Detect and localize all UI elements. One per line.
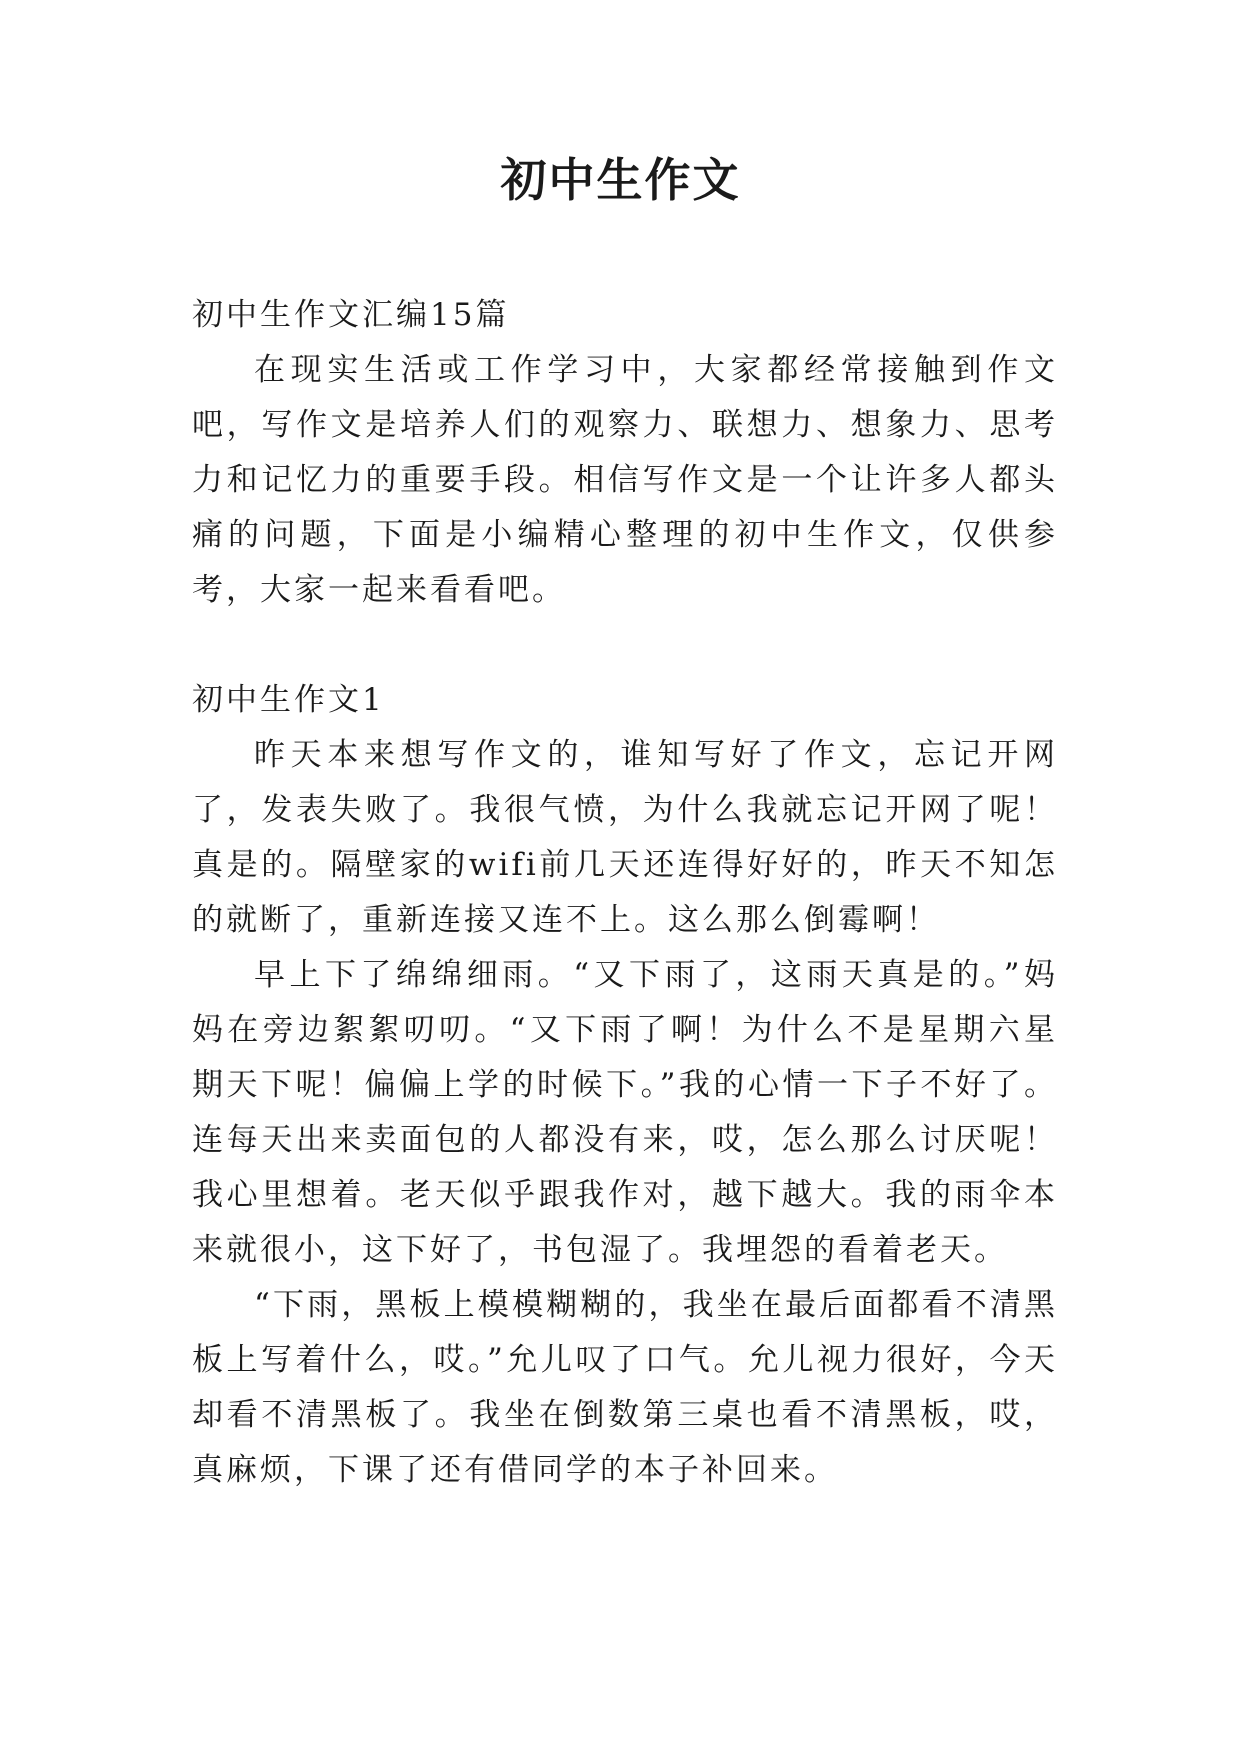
body-paragraph: “下雨，黑板上模模糊糊的，我坐在最后面都看不清黑板上写着什么，哎。”允儿叹了口气。允儿视力很好，今天却看不清黑板了。我坐在倒数第三桌也看不清黑板，哎，真麻烦，下课了还有借同学的本子补回来。	[192, 1287, 1058, 1488]
body-paragraph: 早上下了绵绵细雨。“又下雨了，这雨天真是的。”妈妈在旁边絮絮叨叨。“又下雨了啊！为什么不是星期六星期天下呢！偏偏上学的时候下。”我的心情一下子不好了。连每天出来卖面包的人都没有来，哎，怎么那么讨厌呢！我心里想着。老天似乎跟我作对，越下越大。我的雨伞本来就很小，这下好了，书包湿了。我埋怨的看着老天。	[192, 957, 1058, 1268]
collection-subtitle: 初中生作文汇编15篇	[192, 297, 510, 333]
intro-paragraph: 在现实生活或工作学习中，大家都经常接触到作文吧，写作文是培养人们的观察力、联想力、想象力、思考力和记忆力的重要手段。相信写作文是一个让许多人都头痛的问题，下面是小编精心整理的初中生作文，仅供参考，大家一起来看看吧。	[192, 352, 1058, 608]
document-title: 初中生作文	[500, 153, 741, 207]
body-paragraph: 昨天本来想写作文的，谁知写好了作文，忘记开网了，发表失败了。我很气愤，为什么我就忘记开网了呢！真是的。隔壁家的wifi前几天还连得好好的，昨天不知怎的就断了，重新连接又连不上。这么那么倒霉啊！	[192, 737, 1058, 938]
section-spacer	[192, 618, 1058, 673]
section-heading: 初中生作文1	[192, 682, 385, 718]
document-body	[192, 288, 1058, 1498]
